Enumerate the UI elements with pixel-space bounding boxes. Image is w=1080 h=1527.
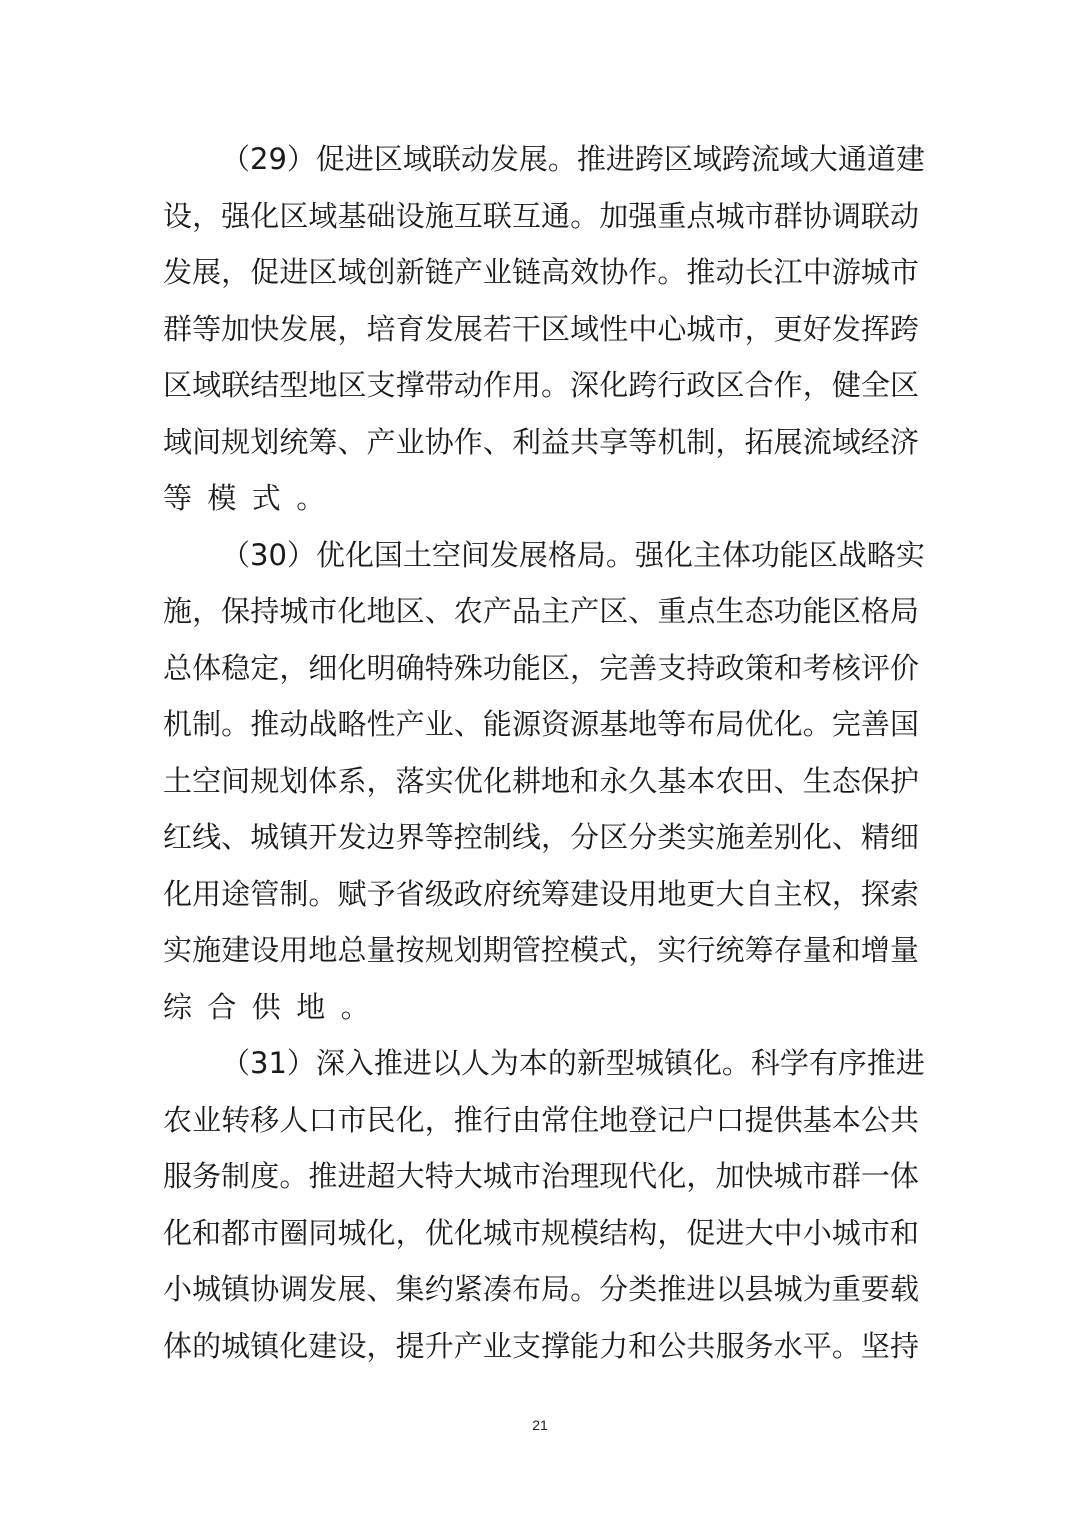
text-line: 机制。推动战略性产业、能源资源基地等布局优化。完善国: [163, 707, 919, 741]
text-line: 等模式。: [163, 481, 341, 515]
text-line: （30）优化国土空间发展格局。强化主体功能区战略实: [221, 537, 925, 572]
text-line: 体的城镇化建设，提升产业支撑能力和公共服务水平。坚持: [163, 1328, 919, 1363]
text-line: 小城镇协调发展、集约紧凑布局。分类推进以县城为重要载: [163, 1272, 919, 1306]
text-line: 群等加快发展，培育发展若干区域性中心城市，更好发挥跨: [163, 311, 919, 346]
paragraph-31: [163, 1035, 925, 1374]
text-line: 化用途管制。赋予省级政府统筹建设用地更大自主权，探索: [163, 876, 919, 911]
text-line: 发展，促进区域创新链产业链高效协作。推动长江中游城市: [163, 255, 919, 289]
paragraph-29: [163, 131, 925, 527]
paragraph-30: [163, 527, 925, 1036]
body-text: [163, 131, 925, 1374]
text-line: （29）促进区域联动发展。推进跨区域跨流域大通道建: [221, 142, 925, 176]
text-line: （31）深入推进以人为本的新型城镇化。科学有序推进: [221, 1046, 925, 1080]
text-line: 施，保持城市化地区、农产品主产区、重点生态功能区格局: [163, 594, 919, 628]
text-line: 综合供地。: [163, 989, 386, 1024]
text-line: 化和都市圈同城化，优化城市规模结构，促进大中小城市和: [163, 1215, 919, 1250]
text-line: 红线、城镇开发边界等控制线，分区分类实施差别化、精细: [163, 820, 919, 854]
text-line: 区域联结型地区支撑带动作用。深化跨行政区合作，健全区: [163, 368, 919, 402]
text-line: 土空间规划体系，落实优化耕地和永久基本农田、生态保护: [163, 763, 919, 798]
text-line: 总体稳定，细化明确特殊功能区，完善支持政策和考核评价: [163, 650, 919, 685]
text-line: 域间规划统筹、产业协作、利益共享等机制，拓展流域经济: [163, 424, 919, 459]
text-line: 设，强化区域基础设施互联互通。加强重点城市群协调联动: [163, 198, 919, 233]
text-line: 农业转移人口市民化，推行由常住地登记户口提供基本公共: [163, 1102, 919, 1137]
page-number: 21: [532, 1417, 548, 1433]
text-line: 服务制度。推进超大特大城市治理现代化，加快城市群一体: [163, 1159, 919, 1193]
text-line: 实施建设用地总量按规划期管控模式，实行统筹存量和增量: [163, 933, 919, 967]
